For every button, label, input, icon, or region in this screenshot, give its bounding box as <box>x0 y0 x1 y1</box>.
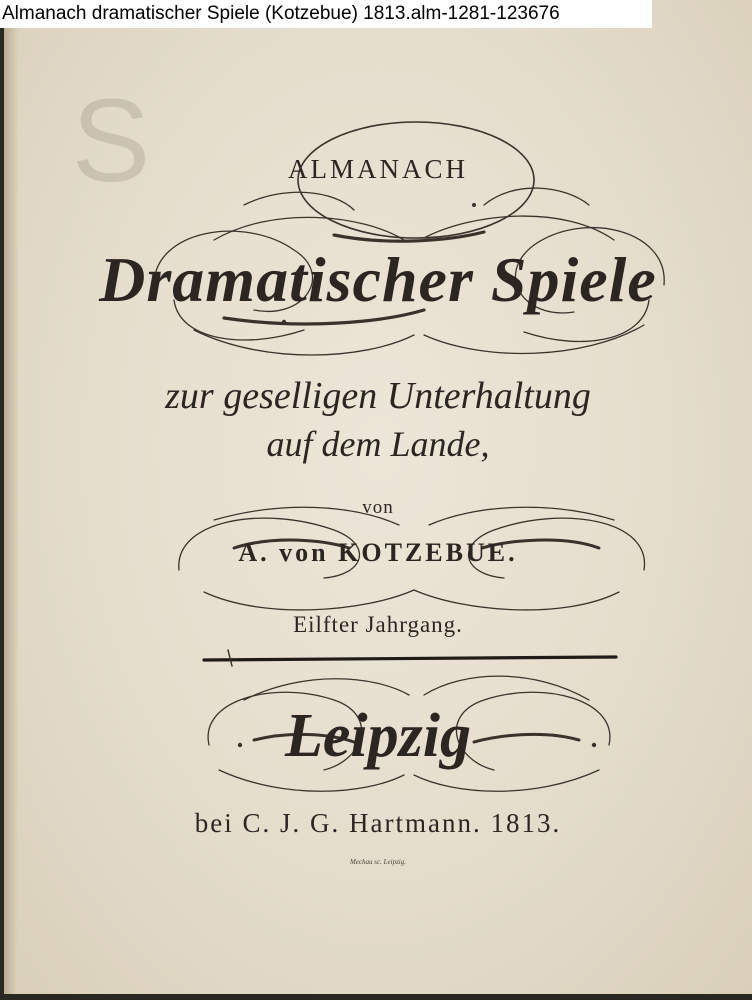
title-page <box>4 0 752 994</box>
author-name: A. von KOTZEBUE. <box>238 538 518 567</box>
divider-rule <box>204 657 616 660</box>
subtitle-line-2: auf dem Lande, <box>266 424 490 464</box>
publisher-imprint: bei C. J. G. Hartmann. 1813. <box>194 808 562 838</box>
library-stamp: S <box>71 75 151 207</box>
volume-label: Eilfter Jahrgang. <box>293 612 463 637</box>
heading-almanach: ALMANACH <box>287 154 468 184</box>
by-line: von <box>362 497 394 518</box>
publication-city: Leipzig <box>285 702 471 770</box>
main-title: Dramatischer Spiele <box>99 244 657 315</box>
engraver-note: Mechau sc. Leipzig. <box>350 858 406 866</box>
subtitle-line-1: zur geselligen Unterhaltung <box>165 375 591 417</box>
window-title: Almanach dramatischer Spiele (Kotzebue) 1813.alm-1281-123676 <box>0 0 652 28</box>
